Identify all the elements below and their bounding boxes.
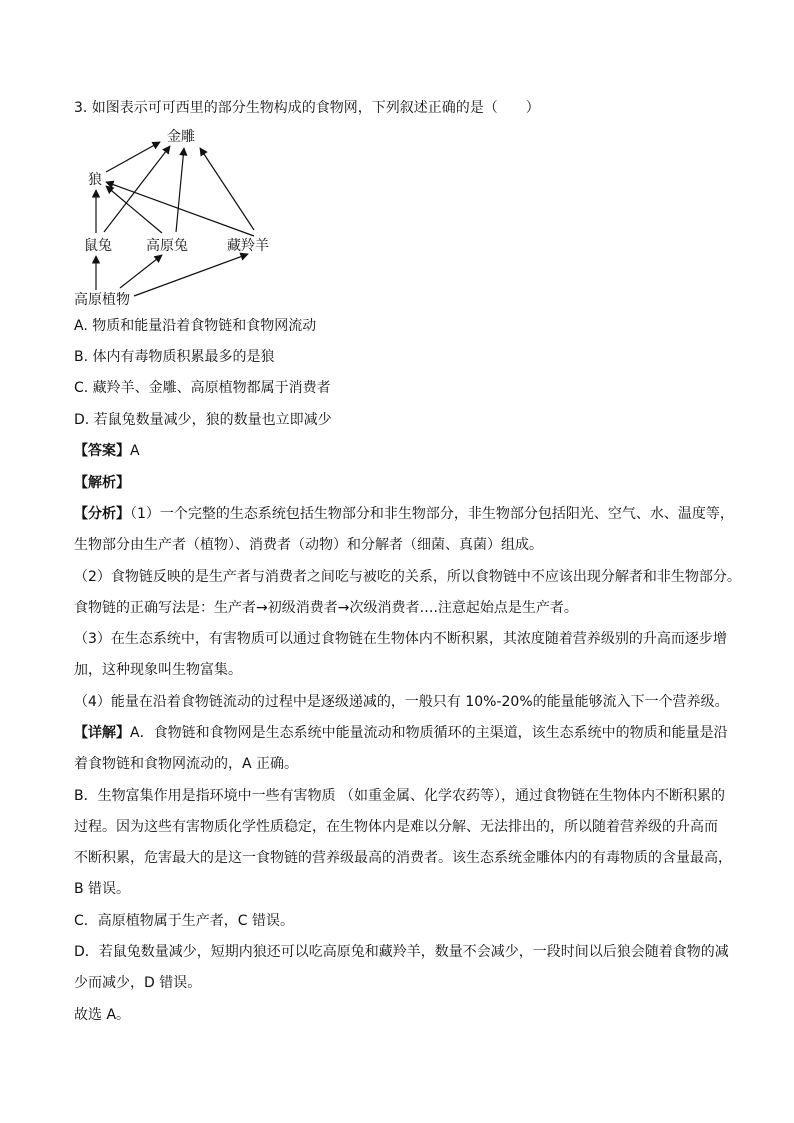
node-pika: 鼠兔 — [84, 238, 112, 254]
analysis-p1a-text: （1）一个完整的生态系统包括生物部分和非生物部分，非生物部分包括阳光、空气、水、温度等， — [130, 506, 734, 522]
node-antelope: 藏羚羊 — [227, 238, 269, 254]
arrow-hare-to-eagle — [176, 148, 184, 232]
detail-a2: 着食物链和食物网流动的，A 正确。 — [74, 756, 299, 772]
detail-b4: B 错误。 — [74, 881, 131, 897]
analysis-p4: （4）能量在沿着食物链流动的过程中是逐级递减的，一般只有 10%-20%的能量能够流入下一个营养级。 — [74, 694, 729, 710]
node-eagle: 金雕 — [167, 129, 195, 145]
conclusion: 故选 A。 — [74, 1007, 131, 1023]
detail-a1 — [74, 723, 728, 743]
detail-b1: B．生物富集作用是指环境中一些有害物质 （如重金属、化学农药等），通过食物链在生物体内不断积累的 — [74, 788, 726, 804]
arrow-wolf-to-eagle — [106, 142, 160, 172]
arrow-plant-to-antelope — [134, 254, 248, 296]
detail-c: C．高原植物属于生产者，C 错误。 — [74, 913, 295, 929]
analysis-p3b: 加，这种现象叫生物富集。 — [74, 662, 242, 678]
analysis-p1a — [74, 504, 734, 524]
arrow-antelope-to-eagle — [200, 148, 254, 230]
detail-tag: 【详解】 — [74, 725, 130, 741]
arrow-plant-to-hare — [120, 255, 162, 288]
node-wolf: 狼 — [88, 172, 102, 188]
option-a: A. 物质和能量沿着食物链和食物网流动 — [74, 318, 317, 334]
option-c: C. 藏羚羊、金雕、高原植物都属于消费者 — [74, 380, 331, 396]
arrow-pika-to-eagle — [104, 146, 170, 232]
analysis-p1b: 生物部分由生产者（植物）、消费者（动物）和分解者（细菌、真菌）组成。 — [74, 537, 543, 553]
detail-b2: 过程。因为这些有害物质化学性质稳定，在生物体内是难以分解、无法排出的，所以随着营养级的升高而 — [74, 819, 718, 835]
detail-b3: 不断积累，危害最大的是这一食物链的营养级最高的消费者。该生态系统金雕体内的有毒物质的含量最高， — [74, 850, 732, 866]
option-b: B. 体内有毒物质积累最多的是狼 — [74, 349, 275, 365]
option-d: D. 若鼠兔数量减少，狼的数量也立即减少 — [74, 412, 332, 428]
node-plant: 高原植物 — [74, 292, 130, 308]
detail-d1: D．若鼠兔数量减少，短期内狼还可以吃高原兔和藏羚羊，数量不会减少，一段时间以后狼会随着食物的减 — [74, 944, 729, 960]
answer-tag: 【答案】 — [74, 443, 130, 459]
analysis-p2a: （2）食物链反映的是生产者与消费者之间吃与被吃的关系，所以食物链中不应该出现分解者和非生物部分。 — [74, 569, 741, 585]
intro-tag: 【分析】 — [74, 506, 130, 522]
analysis-p3a: （3）在生态系统中，有害物质可以通过食物链在生物体内不断积累，其浓度随着营养级别的升高而逐步增 — [74, 631, 727, 647]
node-hare: 高原兔 — [146, 238, 188, 254]
detail-a1-text: A．食物链和食物网是生态系统中能量流动和物质循环的主渠道，该生态系统中的物质和能量是沿 — [130, 725, 728, 741]
question-stem: 3. 如图表示可可西里的部分生物构成的食物网，下列叙述正确的是（ ） — [74, 100, 540, 116]
analysis-tag: 【解析】 — [74, 475, 130, 491]
answer-line — [74, 441, 140, 461]
detail-d2: 少而减少，D 错误。 — [74, 975, 202, 991]
answer-value: A — [130, 443, 140, 459]
analysis-p2b: 食物链的正确写法是：生产者→初级消费者→次级消费者….注意起始点是生产者。 — [74, 600, 578, 616]
